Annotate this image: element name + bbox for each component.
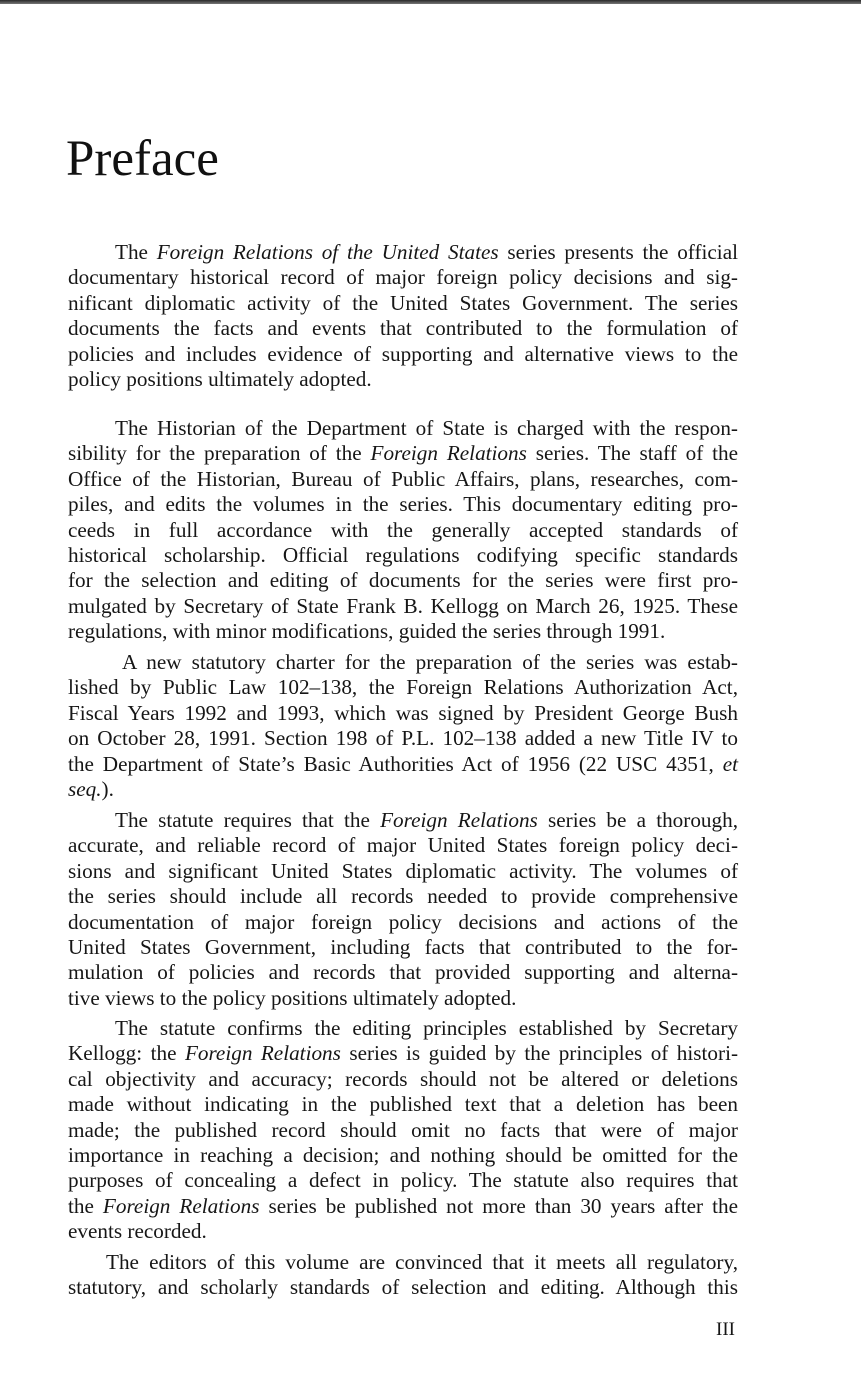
- text-segment: series. The staff of the: [526, 441, 738, 466]
- text-line: [68, 367, 738, 392]
- text-line: [68, 1143, 738, 1168]
- text-line: [68, 1250, 738, 1275]
- text-segment: made; the published record should omit no facts that were of major: [68, 1117, 738, 1142]
- text-segment: documents the facts and events that contributed to the formulation of: [68, 316, 738, 341]
- paragraph: [68, 1016, 738, 1245]
- text-segment: A new statutory charter for the preparation of the series was estab-: [122, 650, 738, 674]
- text-line: [68, 935, 738, 960]
- text-segment: tive views to the policy positions ultimately adopted.: [68, 985, 517, 1010]
- text-line: [68, 1219, 738, 1244]
- text-line: [68, 650, 738, 675]
- italic-text: seq.: [68, 776, 102, 801]
- text-segment: sibility for the preparation of the: [68, 441, 371, 466]
- paragraph: [68, 240, 738, 392]
- text-segment: The statute requires that the: [115, 808, 381, 832]
- text-segment: mulgated by Secretary of State Frank B. Kellogg on March 26, 1925. These: [68, 593, 738, 618]
- text-line: [68, 1067, 738, 1092]
- text-segment: policies and includes evidence of supporting and alternative views to the: [68, 341, 738, 366]
- text-line: [68, 316, 738, 341]
- text-segment: statutory, and scholarly standards of selection and editing. Although this: [68, 1275, 738, 1300]
- text-line: [68, 416, 738, 441]
- text-segment: events recorded.: [68, 1219, 207, 1244]
- text-line: [68, 884, 738, 909]
- text-line: [68, 726, 738, 751]
- text-line: [68, 675, 738, 700]
- text-segment: for the selection and editing of documents for the series were first pro-: [68, 568, 738, 593]
- text-segment: policy positions ultimately adopted.: [68, 366, 372, 391]
- text-segment: lished by Public Law 102–138, the Foreign Relations Authorization Act,: [68, 675, 738, 700]
- text-segment: the series should include all records needed to provide comprehensive: [68, 884, 738, 909]
- text-segment: cal objectivity and accuracy; records should not be altered or deletions: [68, 1066, 738, 1091]
- paragraph: [68, 808, 738, 1011]
- text-segment: Kellogg: the: [68, 1041, 185, 1066]
- text-segment: ).: [101, 776, 114, 801]
- text-line: [68, 1275, 738, 1300]
- text-segment: the: [68, 1193, 103, 1218]
- text-line: [68, 960, 738, 985]
- italic-text: et: [722, 751, 738, 776]
- italic-text: Foreign Relations: [380, 808, 538, 832]
- text-segment: series presents the official: [498, 240, 738, 264]
- text-segment: sions and significant United States diplomatic activity. The volumes of: [68, 858, 738, 883]
- text-line: [68, 342, 738, 367]
- text-line: [68, 701, 738, 726]
- text-segment: the Department of State’s Basic Authorities Act of 1956 (22 USC 4351,: [68, 751, 723, 776]
- text-segment: accurate, and reliable record of major United States foreign policy deci-: [68, 833, 738, 858]
- text-line: [68, 1092, 738, 1117]
- scan-edge: [0, 0, 861, 4]
- text-line: [68, 910, 738, 935]
- text-segment: purposes of concealing a defect in policy. The statute also requires that: [68, 1168, 738, 1193]
- text-line: [68, 594, 738, 619]
- text-line: [68, 1041, 738, 1066]
- text-segment: The statute confirms the editing principles established by Secretary: [115, 1016, 738, 1040]
- page-title: Preface: [66, 131, 219, 187]
- page-number: III: [716, 1319, 735, 1340]
- text-segment: historical scholarship. Official regulations codifying specific standards: [68, 542, 738, 567]
- text-line: [68, 1168, 738, 1193]
- text-line: [68, 1194, 738, 1219]
- text-segment: series be a thorough,: [537, 808, 738, 832]
- text-line: [68, 1118, 738, 1143]
- text-line: [68, 859, 738, 884]
- paragraph: [68, 1250, 738, 1301]
- text-segment: Fiscal Years 1992 and 1993, which was signed by President George Bush: [68, 700, 738, 725]
- text-segment: regulations, with minor modifications, guided the series through 1991.: [68, 619, 666, 644]
- text-segment: documentation of major foreign policy decisions and actions of the: [68, 909, 738, 934]
- text-segment: documentary historical record of major foreign policy decisions and sig-: [68, 265, 738, 290]
- text-line: [68, 752, 738, 777]
- text-line: [68, 467, 738, 492]
- text-segment: series be published not more than 30 years after the: [259, 1193, 738, 1218]
- text-segment: series is guided by the principles of histori-: [340, 1041, 739, 1066]
- text-segment: United States Government, including facts that contributed to the for-: [68, 934, 738, 959]
- paragraph: [68, 416, 738, 645]
- text-line: [68, 492, 738, 517]
- text-line: [68, 777, 738, 802]
- text-line: [68, 568, 738, 593]
- text-segment: The Historian of the Department of State is charged with the respon-: [115, 416, 738, 440]
- text-line: [68, 1016, 738, 1041]
- text-line: [68, 808, 738, 833]
- text-segment: piles, and edits the volumes in the series. This documentary editing pro-: [68, 492, 738, 517]
- text-line: [68, 291, 738, 316]
- text-segment: ceeds in full accordance with the generally accepted standards of: [68, 517, 738, 542]
- paragraph: [68, 650, 738, 802]
- text-segment: The editors of this volume are convinced that it meets all regulatory,: [106, 1250, 738, 1274]
- text-line: [68, 441, 738, 466]
- text-line: [68, 240, 738, 265]
- italic-text: Foreign Relations: [102, 1193, 260, 1218]
- text-line: [68, 543, 738, 568]
- text-segment: importance in reaching a decision; and nothing should be omitted for the: [68, 1142, 738, 1167]
- text-segment: on October 28, 1991. Section 198 of P.L. 102–138 added a new Title IV to: [68, 726, 738, 751]
- text-line: [68, 265, 738, 290]
- text-line: [68, 619, 738, 644]
- text-segment: nificant diplomatic activity of the United States Government. The series: [68, 290, 738, 315]
- text-segment: The: [115, 240, 157, 264]
- text-segment: Office of the Historian, Bureau of Public Affairs, plans, researches, com-: [68, 466, 738, 491]
- italic-text: Foreign Relations: [370, 441, 527, 466]
- text-line: [68, 986, 738, 1011]
- text-line: [68, 518, 738, 543]
- text-segment: made without indicating in the published text that a deletion has been: [68, 1092, 738, 1117]
- text-line: [68, 833, 738, 858]
- text-segment: mulation of policies and records that provided supporting and alterna-: [68, 960, 738, 985]
- italic-text: Foreign Relations of the United States: [156, 240, 499, 264]
- italic-text: Foreign Relations: [184, 1041, 341, 1066]
